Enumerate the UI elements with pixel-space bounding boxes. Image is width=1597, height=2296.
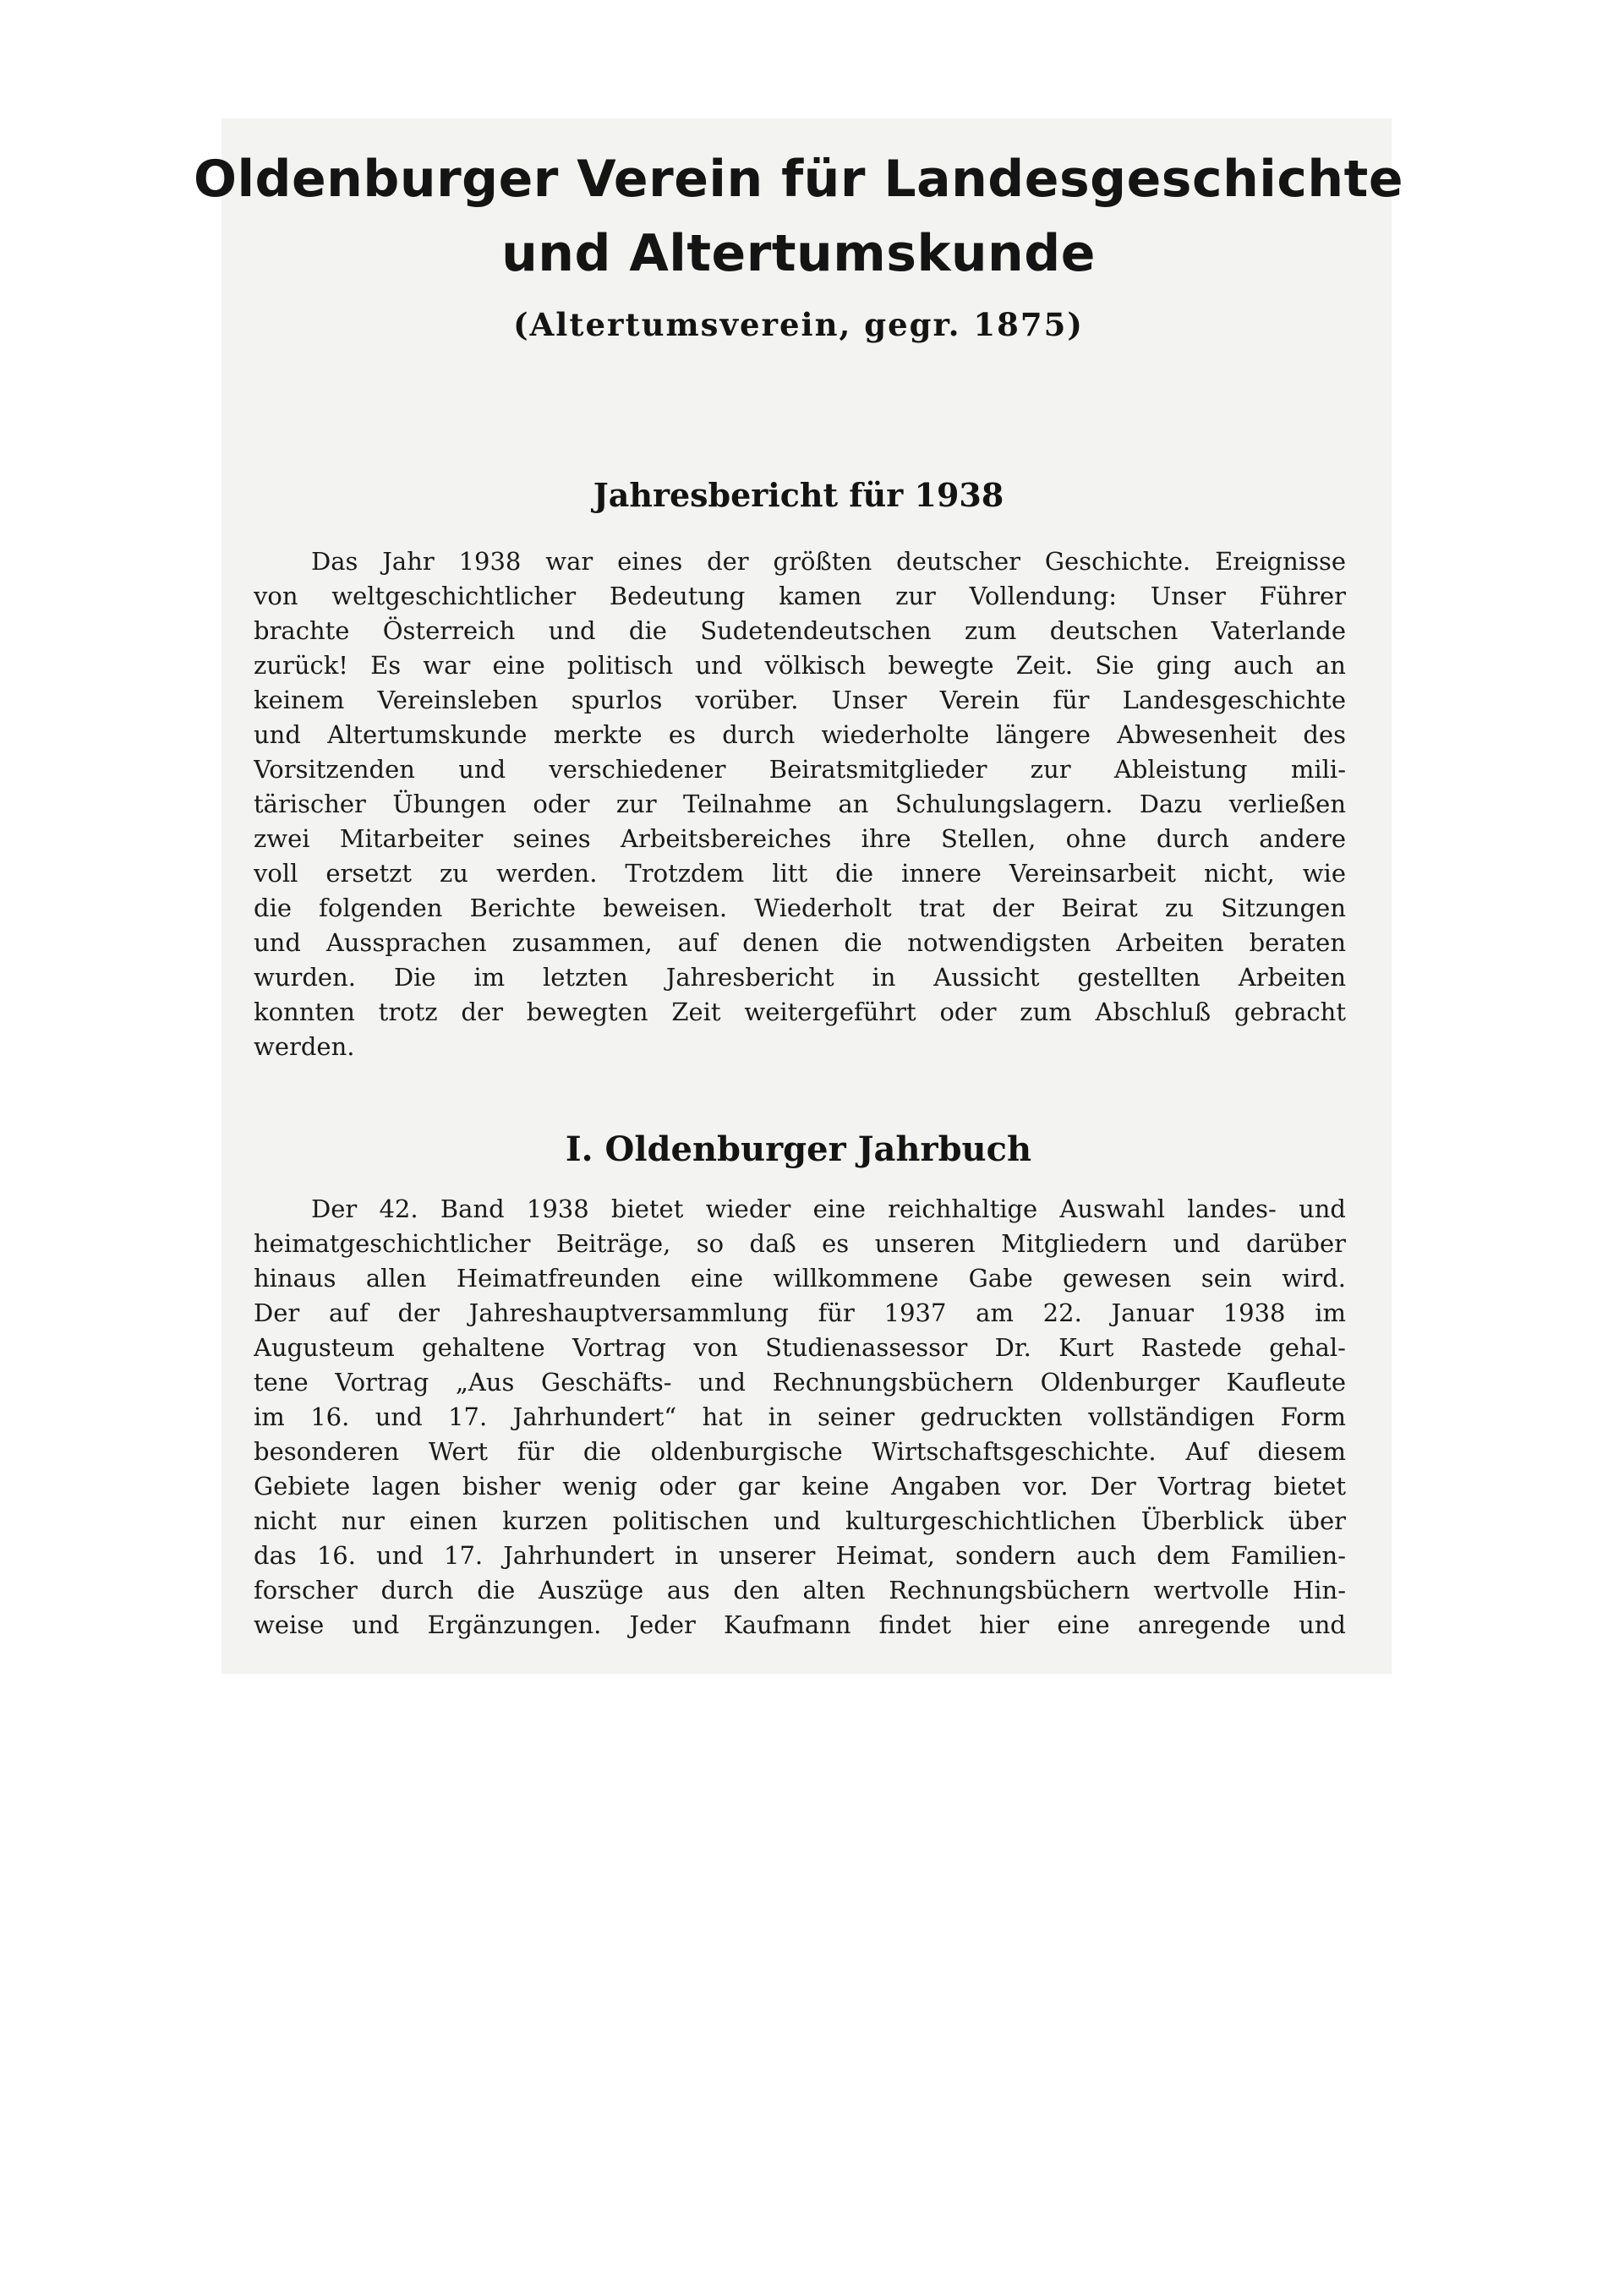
text-line: zwei Mitarbeiter seines Arbeitsbereiches ihre Stellen, ohne durch andere [254,824,1346,853]
paragraph-oldenburger-jahrbuch [254,1192,1346,1643]
text-line: Der auf der Jahreshauptversammlung für 1937 am 22. Januar 1938 im [254,1298,1346,1327]
text-line: die folgenden Berichte beweisen. Wiederholt trat der Beirat zu Sitzungen [254,894,1346,922]
text-line: keinem Vereinsleben spurlos vorüber. Unser Verein für Landesgeschichte [254,686,1346,714]
text-line: und Aussprachen zusammen, auf denen die notwendigsten Arbeiten beraten [254,928,1346,957]
text-line: Gebiete lagen bisher wenig oder gar keine Angaben vor. Der Vortrag bietet [254,1472,1346,1501]
text-line: voll ersetzt zu werden. Trotzdem litt die innere Vereinsarbeit nicht, wie [254,859,1346,888]
text-line: Der 42. Band 1938 bietet wieder eine reichhaltige Auswahl landes- und [311,1194,1346,1223]
text-line: und Altertumskunde merkte es durch wiederholte längere Abwesenheit des [254,720,1346,749]
text-line: nicht nur einen kurzen politischen und kulturgeschichtlichen Überblick über [254,1506,1346,1535]
text-line: von weltgeschichtlicher Bedeutung kamen zur Vollendung: Unser Führer [254,582,1346,610]
document-subtitle: (Altertumsverein, gegr. 1875) [513,306,1084,343]
paragraph-jahresbericht [254,544,1346,1064]
text-line: konnten trotz der bewegten Zeit weitergeführt oder zum Abschluß gebracht [254,998,1346,1026]
text-line: hinaus allen Heimatfreunden eine willkommene Gabe gewesen sein wird. [254,1264,1346,1293]
text-line: tene Vortrag „Aus Geschäfts- und Rechnungsbüchern Oldenburger Kaufleute [254,1368,1346,1397]
text-line: das 16. und 17. Jahrhundert in unserer Heimat, sondern auch dem Familien- [254,1541,1346,1570]
text-line: im 16. und 17. Jahrhundert“ hat in seiner gedruckten vollständigen Form [254,1402,1346,1431]
text-line: werden. [254,1032,355,1061]
text-line: Augusteum gehaltene Vortrag von Studienassessor Dr. Kurt Rastede gehal- [254,1333,1346,1362]
text-line: besonderen Wert für die oldenburgische Wirtschaftsgeschichte. Auf diesem [254,1437,1346,1466]
text-line: forscher durch die Auszüge aus den alten Rechnungsbüchern wertvolle Hin- [254,1576,1346,1604]
text-line: zurück! Es war eine politisch und völkisch bewegte Zeit. Sie ging auch an [254,651,1346,680]
text-line: Vorsitzenden und verschiedener Beiratsmitglieder zur Ableistung mili- [254,755,1346,784]
document-title-line-1: Oldenburger Verein für Landesgeschichte [193,150,1404,209]
text-line: Das Jahr 1938 war eines der größten deutscher Geschichte. Ereignisse [311,547,1346,576]
text-line: weise und Ergänzungen. Jeder Kaufmann findet hier eine anregende und [254,1610,1346,1639]
text-line: brachte Österreich und die Sudetendeutschen zum deutschen Vaterlande [254,616,1346,645]
text-line: wurden. Die im letzten Jahresbericht in Aussicht gestellten Arbeiten [254,963,1346,992]
text-line: tärischer Übungen oder zur Teilnahme an Schulungslagern. Dazu verließen [254,790,1346,818]
section-heading-jahresbericht: Jahresbericht für 1938 [593,476,1004,514]
document-title-line-2: und Altertumskunde [501,224,1096,283]
section-heading-oldenburger-jahrbuch: I. Oldenburger Jahrbuch [565,1129,1032,1169]
text-line: heimatgeschichtlicher Beiträge, so daß es unseren Mitgliedern und darüber [254,1229,1346,1258]
